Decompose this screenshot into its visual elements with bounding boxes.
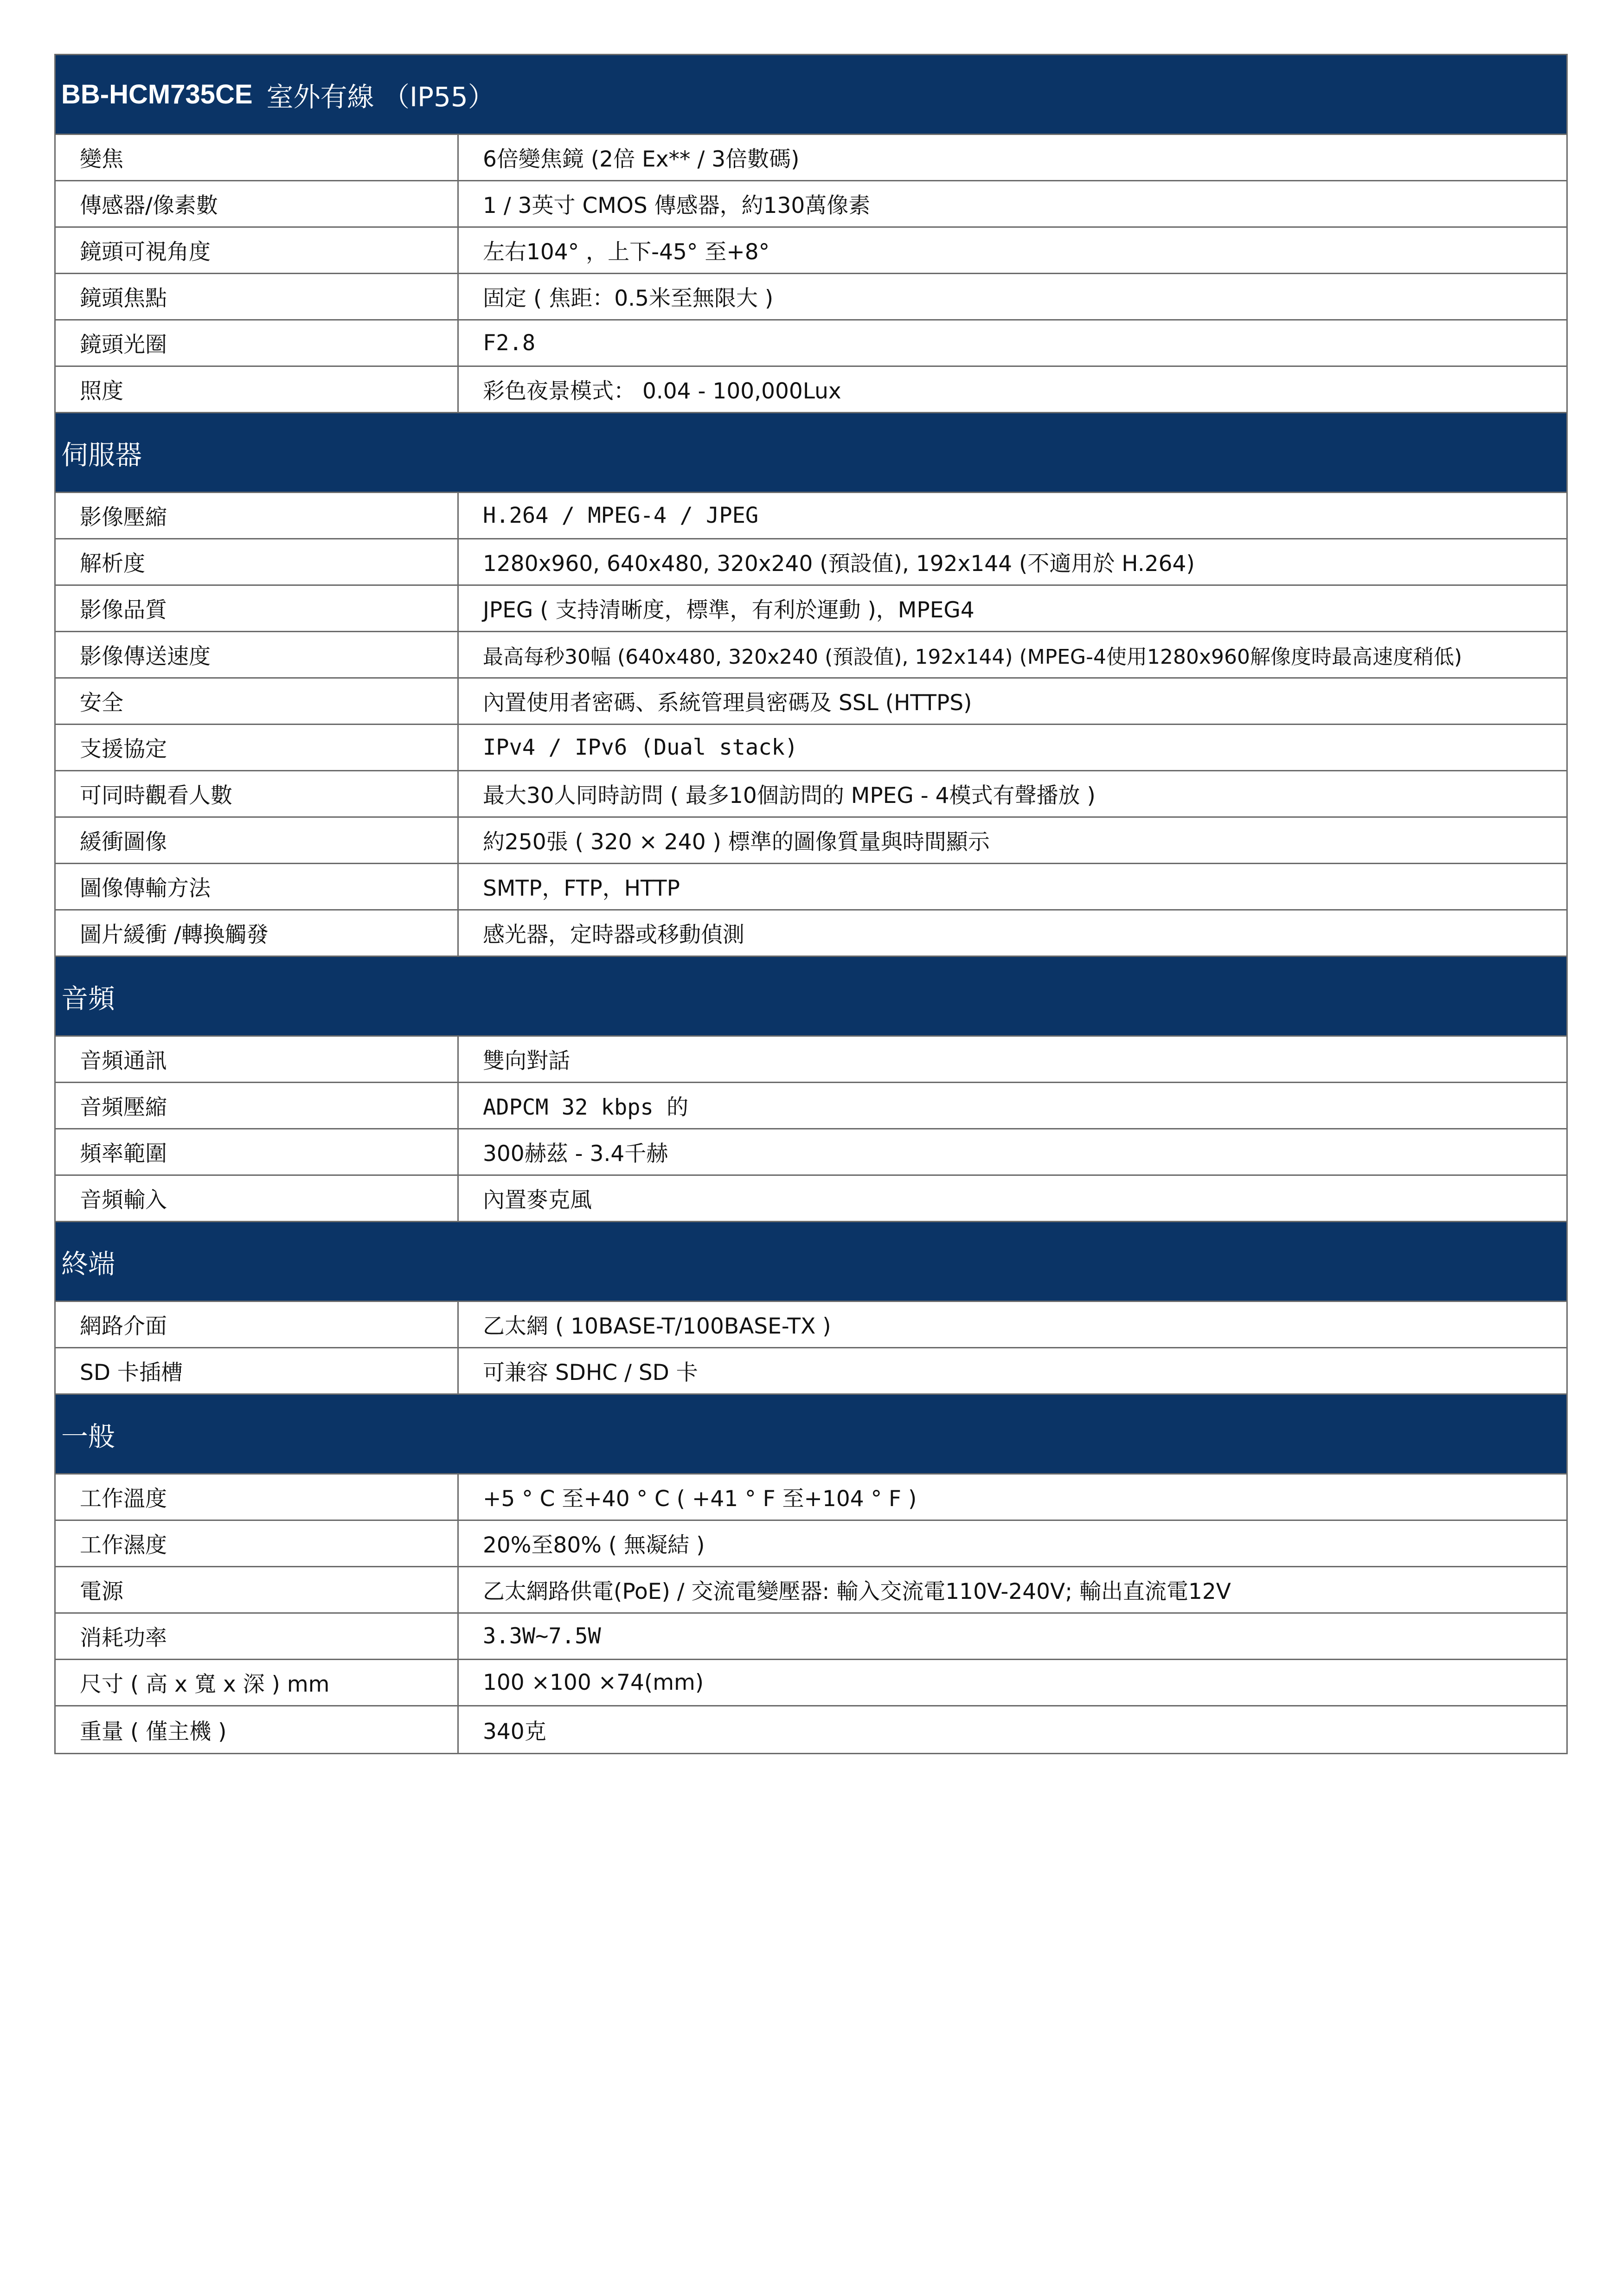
spec-label: 可同時觀看人數 bbox=[56, 771, 459, 816]
spec-label: 音頻輸入 bbox=[56, 1176, 459, 1221]
table-row bbox=[56, 274, 1566, 321]
spec-label: 緩衝圖像 bbox=[56, 818, 459, 863]
section-title: 音頻 bbox=[61, 982, 115, 1014]
spec-label: 影像傳送速度 bbox=[56, 632, 459, 677]
spec-label: 支援協定 bbox=[56, 725, 459, 770]
table-row bbox=[56, 493, 1566, 539]
table-row bbox=[56, 1083, 1566, 1129]
spec-value: 1280x960, 640x480, 320x240 (預設值), 192x144 (不適用於 H.264) bbox=[483, 551, 1195, 577]
spec-value: JPEG ( 支持清晰度，標準，有利於運動 )，MPEG4 bbox=[483, 597, 974, 623]
spec-label: 尺寸 ( 高 x 寬 x 深 ) mm bbox=[56, 1660, 459, 1705]
table-row bbox=[56, 632, 1566, 679]
spec-label: 重量 ( 僅主機 ) bbox=[56, 1706, 459, 1753]
spec-label: 消耗功率 bbox=[56, 1614, 459, 1659]
table-row bbox=[56, 1475, 1566, 1521]
table-row bbox=[56, 771, 1566, 818]
spec-value: 20%至80% ( 無凝結 ) bbox=[483, 1533, 705, 1558]
section-title: 伺服器 bbox=[61, 439, 142, 471]
spec-table bbox=[54, 54, 1568, 1754]
section-header-audio bbox=[56, 957, 1566, 1037]
table-row bbox=[56, 367, 1566, 413]
spec-value: ADPCM 32 kbps 的 bbox=[483, 1095, 689, 1120]
spec-label: 鏡頭焦點 bbox=[56, 274, 459, 319]
table-row bbox=[56, 1176, 1566, 1222]
table-row bbox=[56, 725, 1566, 771]
spec-value: 內置麥克風 bbox=[483, 1187, 592, 1213]
spec-value: IPv4 / IPv6 (Dual stack) bbox=[483, 735, 798, 760]
table-row bbox=[56, 228, 1566, 274]
spec-value: 乙太網 ( 10BASE-T/100BASE-TX ) bbox=[483, 1314, 831, 1339]
spec-value: 6倍變焦鏡 (2倍 Ex** / 3倍數碼) bbox=[483, 147, 800, 172]
section-header-general bbox=[56, 1395, 1566, 1475]
spec-label: 安全 bbox=[56, 679, 459, 724]
spec-value: 內置使用者密碼、系統管理員密碼及 SSL (HTTPS) bbox=[483, 690, 972, 716]
table-row bbox=[56, 1521, 1566, 1567]
table-row bbox=[56, 135, 1566, 181]
spec-value: 100 ×100 ×74(mm) bbox=[483, 1670, 704, 1695]
spec-label: 網路介面 bbox=[56, 1302, 459, 1347]
spec-label: 鏡頭光圈 bbox=[56, 321, 459, 366]
model-number: BB-HCM735CE bbox=[61, 79, 253, 109]
spec-value: 300赫茲 - 3.4千赫 bbox=[483, 1141, 668, 1167]
spec-label: 圖片緩衝 /轉換觸發 bbox=[56, 911, 459, 956]
spec-label: 頻率範圍 bbox=[56, 1129, 459, 1174]
spec-value: H.264 / MPEG-4 / JPEG bbox=[483, 503, 759, 528]
spec-label: 解析度 bbox=[56, 539, 459, 584]
spec-value: 3.3W~7.5W bbox=[483, 1623, 601, 1649]
table-row bbox=[56, 1348, 1566, 1395]
section-title: 終端 bbox=[61, 1248, 115, 1280]
table-row bbox=[56, 1706, 1566, 1753]
spec-value: 彩色夜景模式： 0.04 - 100,000Lux bbox=[483, 378, 841, 404]
table-row bbox=[56, 1660, 1566, 1706]
table-row bbox=[56, 586, 1566, 632]
spec-label: 變焦 bbox=[56, 135, 459, 180]
spec-value: SMTP，FTP，HTTP bbox=[483, 876, 680, 901]
section-header-server bbox=[56, 413, 1566, 493]
spec-value: 乙太網路供電(PoE) / 交流電變壓器: 輸入交流電110V-240V; 輸出直流電12V bbox=[483, 1579, 1231, 1604]
spec-label: 音頻通訊 bbox=[56, 1037, 459, 1082]
table-row bbox=[56, 864, 1566, 911]
spec-value: 左右104° ，上下-45° 至+8° bbox=[483, 239, 770, 265]
spec-label: 音頻壓縮 bbox=[56, 1083, 459, 1128]
table-row bbox=[56, 1037, 1566, 1083]
table-row bbox=[56, 818, 1566, 864]
section-title: 一般 bbox=[61, 1420, 115, 1452]
spec-value: 感光器，定時器或移動偵測 bbox=[483, 922, 744, 948]
table-row bbox=[56, 1614, 1566, 1660]
spec-value: 雙向對話 bbox=[483, 1048, 570, 1074]
section-title: 室外有線 （IP55） bbox=[266, 81, 495, 113]
spec-label: 照度 bbox=[56, 367, 459, 412]
spec-value: +5 ° C 至+40 ° C ( +41 ° F 至+104 ° F ) bbox=[483, 1486, 917, 1512]
spec-label: 工作濕度 bbox=[56, 1521, 459, 1566]
spec-label: SD 卡插槽 bbox=[56, 1348, 459, 1393]
spec-label: 傳感器/像素數 bbox=[56, 181, 459, 226]
table-row bbox=[56, 539, 1566, 586]
table-row bbox=[56, 911, 1566, 957]
table-row bbox=[56, 181, 1566, 228]
section-header-terminal bbox=[56, 1222, 1566, 1302]
table-row bbox=[56, 679, 1566, 725]
spec-value: 1 / 3英寸 CMOS 傳感器，約130萬像素 bbox=[483, 193, 871, 218]
spec-label: 圖像傳輸方法 bbox=[56, 864, 459, 909]
spec-label: 工作溫度 bbox=[56, 1475, 459, 1520]
table-row bbox=[56, 321, 1566, 367]
spec-value: 最高每秒30幅 (640x480, 320x240 (預設值), 192x144) (MPEG-4使用1280x960解像度時最高速度稍低) bbox=[483, 645, 1462, 669]
spec-value: 最大30人同時訪問 ( 最多10個訪問的 MPEG - 4模式有聲播放 ) bbox=[483, 783, 1096, 808]
spec-value: 340克 bbox=[483, 1719, 546, 1744]
spec-value: 約250張 ( 320 × 240 ) 標準的圖像質量與時間顯示 bbox=[483, 829, 990, 855]
spec-label: 電源 bbox=[56, 1567, 459, 1612]
section-header-camera bbox=[56, 55, 1566, 135]
spec-label: 影像品質 bbox=[56, 586, 459, 631]
spec-value: 可兼容 SDHC / SD 卡 bbox=[483, 1360, 698, 1385]
table-row bbox=[56, 1302, 1566, 1348]
spec-label: 鏡頭可視角度 bbox=[56, 228, 459, 273]
spec-label: 影像壓縮 bbox=[56, 493, 459, 538]
table-row bbox=[56, 1129, 1566, 1176]
spec-value: 固定 ( 焦距：0.5米至無限大 ) bbox=[483, 286, 774, 311]
spec-value: F2.8 bbox=[483, 330, 536, 356]
table-row bbox=[56, 1567, 1566, 1614]
